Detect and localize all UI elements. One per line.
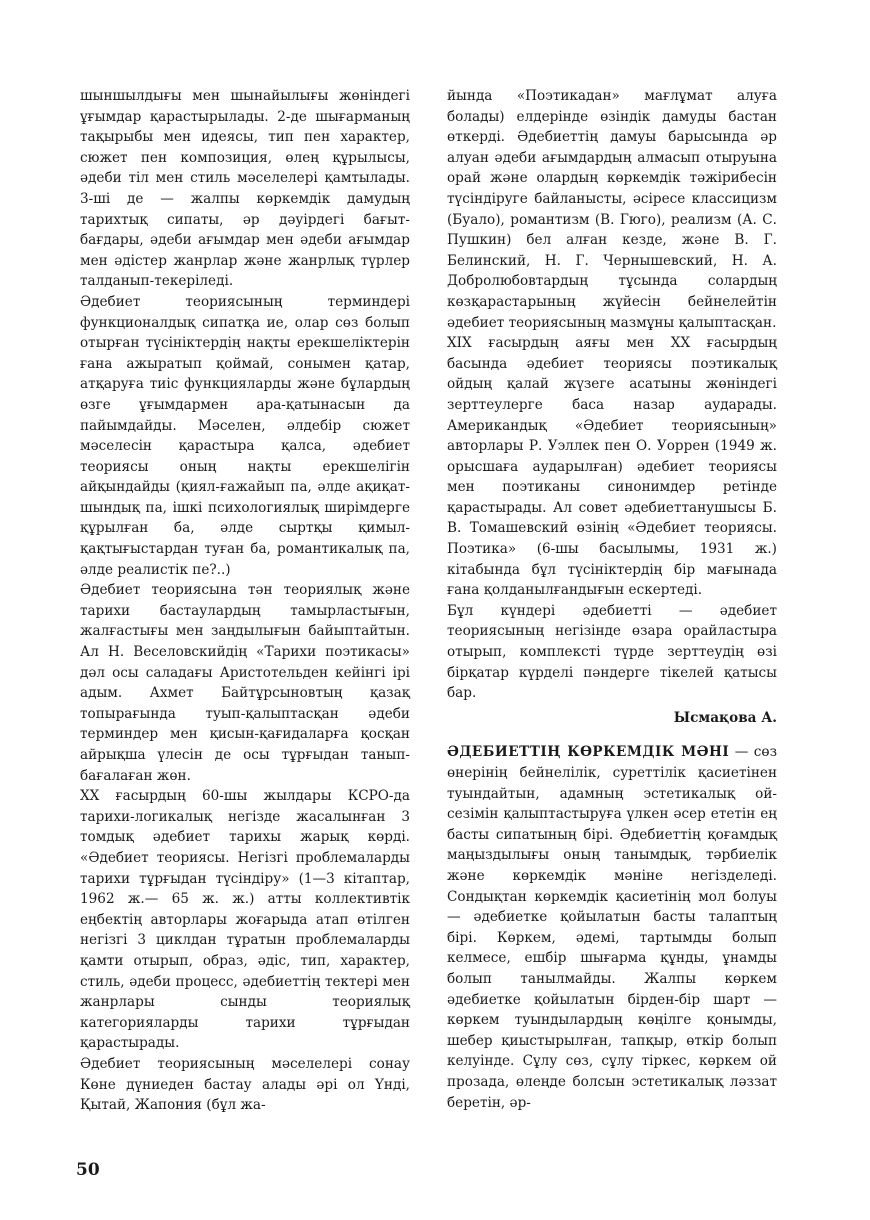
paragraph: Әдебиет теориясының терминдері функционалдық сипатқа ие, олар сөз болып отырған түсініктердің нақты ерекшеліктерін ғана ажыратып қоймай, сонымен қатар, атқаруға тиіс функцияларды және бұлардың өзге ұғымдармен ара-қатынасын да пайымдайды. Мәселен, әлдебір сюжет мәселесін қарастыра қалса, әдебиет теориясы оның нақты ерекшелігін айқындайды (қиял-ғажайып па, әлде ақиқат-шындық па, ішкі психологиялық ширімдерге құрылған ба, әлде сыртқы қимыл-қақтығыстардан туған ба, романтикалық па, әлде реалистік пе?..) xyxy=(80,293,410,578)
article-entry xyxy=(447,742,777,1113)
paragraph: XX ғасырдың 60-шы жылдары КСРО-да тарихи-логикалық негізде жасалынған 3 томдық әдебиет тарихы жарық көрді. «Әдебиет теориясы. Негізгі проблемаларды тарихи тұрғыдан түсіндіру» (1—3 кітаптар, 1962 ж.— 65 ж. ж.) атты коллективтік еңбектің авторлары жоғарыда атап өтілген негізгі 3 циклдан тұратын проблемаларды қамти отырып, образ, әдіс, тип, характер, стиль, әдеби процесс, әдебиеттің тектері мен жанрлары сынды теориялық категорияларды тарихи тұрғыдан қарастырады. xyxy=(80,788,410,1052)
paragraph: Әдебиет теориясының мәселелері сонау Көне дүниеден бастау алады әрі ол Үнді, Қытай, Жапония (бұл жа- xyxy=(80,1055,410,1114)
right-column xyxy=(447,86,777,1113)
paragraph: XIX ғасырдың аяғы мен XX ғасырдың басында әдебиет теориясы поэтикалық ойдың қалай жүзеге асатыны жөніндегі зерттеулерге баса назар аударады. Американдық «Әдебиет теориясының» авторлары Р. Уэллек пен О. Уоррен (1949 ж. орысшаға аударылған) әдебиет теориясы мен поэтиканы синонимдер ретінде қарастырады. Ал совет әдебиеттанушысы Б. В. Томашевский өзінің «Әдебиет теориясы. Поэтика» (6-шы басылымы, 1931 ж.) кітабында бұл түсініктердің бір мағынада ғана қолданылғандығын ескертеді. xyxy=(447,335,777,599)
left-column xyxy=(80,86,410,1116)
paragraph: Әдебиет теориясына тән теориялық және тарихи бастаулардың тамырластығын, жалғастығы мен заңдылығын байыптайтын. Ал Н. Веселовскийдің «Тарихи поэтикасы» дәл осы саладағы Аристотельден кейінгі ірі адым. Ахмет Байтұрсыновтың қазақ топырағында туып-қалыптасқан әдеби терминдер мен қисын-қағидаларға қосқан айрықша үлесін де осы тұрғыдан танып-бағалаған жөн. xyxy=(80,582,410,784)
page-number: 50 xyxy=(76,1160,100,1180)
author-signature: Ысмақова А. xyxy=(673,709,777,726)
article-title: ӘДЕБИЕТТІҢ КӨРКЕМДІК МӘНІ xyxy=(447,744,730,761)
paragraph: йында «Поэтикадан» мағлұмат алуға болады) елдерінде өзіндік дамуды бастан өткерді. Әдебиеттің дамуы барысында әр алуан әдеби ағымдардың алмасып отыруына орай және олардың көркемдік тәжірибесін түсіндіруге байланысты, әсіресе классицизм (Буало), романтизм (В. Гюго), реализм (А. С. Пушкин) бел алған кезде, және В. Г. Белинский, Н. Г. Чернышевский, Н. А. Добролюбовтардың тұсында солардың көзқарастарының жүйесін бейнелейтін әдебиет теориясының мазмұны қалыптасқан. xyxy=(447,88,777,331)
article-body: — сөз өнерінің бейнелілік, суреттілік қасиетінен туындайтын, адамның эстетикалық ой-сезімін қалыптастыруға үлкен әсер ететін ең басты сипатының бірі. Әдебиеттің қоғамдық маңыздылығы оның танымдық, тәрбиелік және көркемдік мәніне негізделеді. Сондықтан көркемдік қасиетінің мол болуы — әдебиетке қойылатын басты талаптың бірі. Көркем, әдемі, тартымды болып келмесе, ешбір шығарма құнды, ұнамды болып танылмайды. Жалпы көркем әдебиетке қойылатын бірден-бір шарт — көркем туындылардың көңілге қонымды, шебер қиыстырылған, тапқыр, өткір болып келуінде. Сұлу сөз, сұлу тіркес, көркем ой прозада, өлеңде болсын эстетикалық ләззат беретін, әр- xyxy=(447,744,777,1111)
paragraph: шыншылдығы мен шынайылығы жөніндегі ұғымдар қарастырылады. 2-де шығарманың тақырыбы мен идеясы, тип пен характер, сюжет пен композиция, өлең құрылысы, әдеби тіл мен стиль мәселелері қамтылады. 3-ші де — жалпы көркемдік дамудың тарихтық сипаты, әр дәуірдегі бағыт-бағдары, әдеби ағымдар мен әдеби ағымдар мен әдістер жанрлар және жанрлық түрлер талданып-текеріледі. xyxy=(80,88,410,290)
paragraph: Бұл күндері әдебиетті — әдебиет теориясының негізінде өзара орайластыра отырып, комплексті түрде зерттеудің өзі бірқатар күрделі пәндерге тікелей қатысы бар. xyxy=(447,602,777,702)
